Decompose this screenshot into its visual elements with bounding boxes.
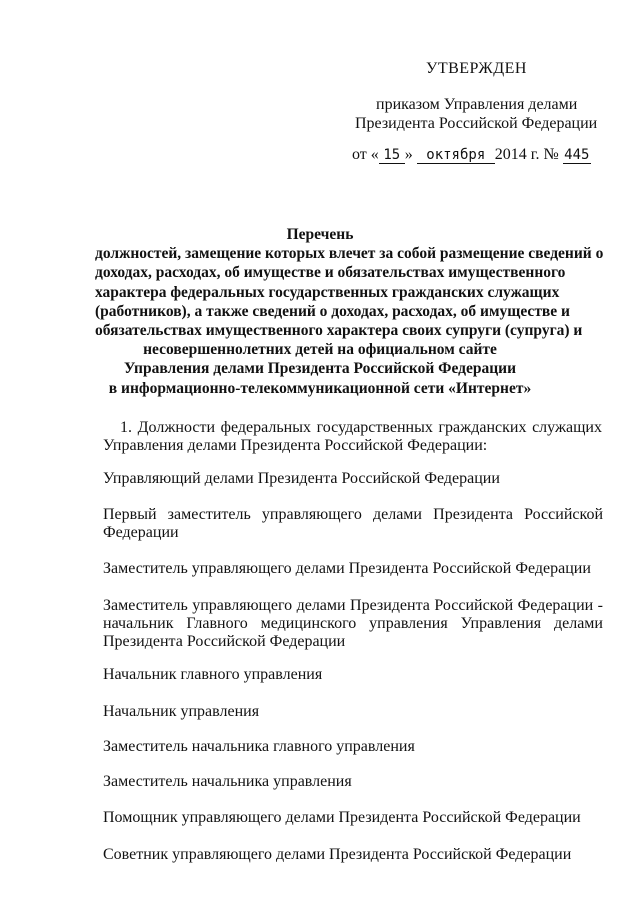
position-line: Заместитель начальника главного управления — [103, 738, 415, 755]
position-item — [103, 738, 603, 756]
position-line: Президента Российской Федерации — [103, 633, 346, 650]
date-day-close: » — [404, 146, 413, 163]
position-line: Начальник главного управления — [103, 666, 323, 683]
date-prefix: от « — [352, 146, 379, 163]
approved-stamp-text: УТВЕРЖДЕН — [426, 60, 527, 77]
position-line: Федерации — [103, 524, 179, 541]
title-line: Управления делами Президента Российской Федерации — [123, 360, 517, 378]
order-date-line — [352, 146, 591, 164]
position-item — [103, 773, 603, 791]
position-item — [103, 506, 603, 542]
position-line: Заместитель управляющего делами Президента Российской Федерации - — [103, 597, 603, 614]
position-line: Заместитель начальника управления — [103, 773, 352, 790]
order-month: октября — [417, 147, 495, 164]
title-line: несовершеннолетних детей на официальном сайте — [143, 341, 497, 359]
title-line: в информационно-телекоммуникационной сети «Интернет» — [108, 379, 532, 397]
position-item — [103, 597, 603, 651]
position-line: Помощник управляющего делами Президента Российской Федерации — [103, 809, 581, 826]
section-1-line-1: 1. Должности федеральных государственных гражданских служащих — [120, 419, 602, 436]
section-1-line-2: Управления делами Президента Российской Федерации: — [103, 437, 488, 454]
position-item — [103, 470, 603, 488]
position-item — [103, 560, 603, 578]
title-line: (работников), а также сведений о доходах, расходах, об имуществе и — [95, 302, 570, 320]
position-line: Управляющий делами Президента Российской Федерации — [103, 470, 500, 487]
position-line: начальник Главного медицинского управления Управления делами — [103, 615, 603, 632]
position-item — [103, 703, 603, 721]
order-day: 15 — [379, 147, 405, 164]
document-title — [95, 225, 604, 398]
position-line: Первый заместитель управляющего делами Президента Российской — [103, 506, 603, 523]
position-item — [103, 809, 603, 827]
position-item — [103, 666, 603, 684]
position-line: Начальник управления — [103, 703, 260, 720]
title-line: должностей, замещение которых влечет за собой размещение сведений о — [95, 245, 604, 263]
title-heading: Перечень — [286, 226, 354, 243]
number-sign: № — [543, 146, 559, 163]
order-year: 2014 г. — [494, 146, 540, 163]
title-line: обязательствах имущественного характера своих супруги (супруга) и — [95, 322, 583, 340]
order-line-1: приказом Управления делами — [376, 96, 578, 113]
order-number: 445 — [564, 147, 590, 163]
position-line: Заместитель управляющего делами Президента Российской Федерации — [103, 560, 591, 577]
order-line-2: Президента Российской Федерации — [355, 115, 598, 132]
title-line: доходах, расходах, об имуществе и обязательствах имущественного — [95, 264, 566, 282]
title-line: характера федеральных государственных гражданских служащих — [95, 283, 560, 301]
position-item — [103, 846, 603, 864]
position-line: Советник управляющего делами Президента Российской Федерации — [103, 846, 572, 863]
